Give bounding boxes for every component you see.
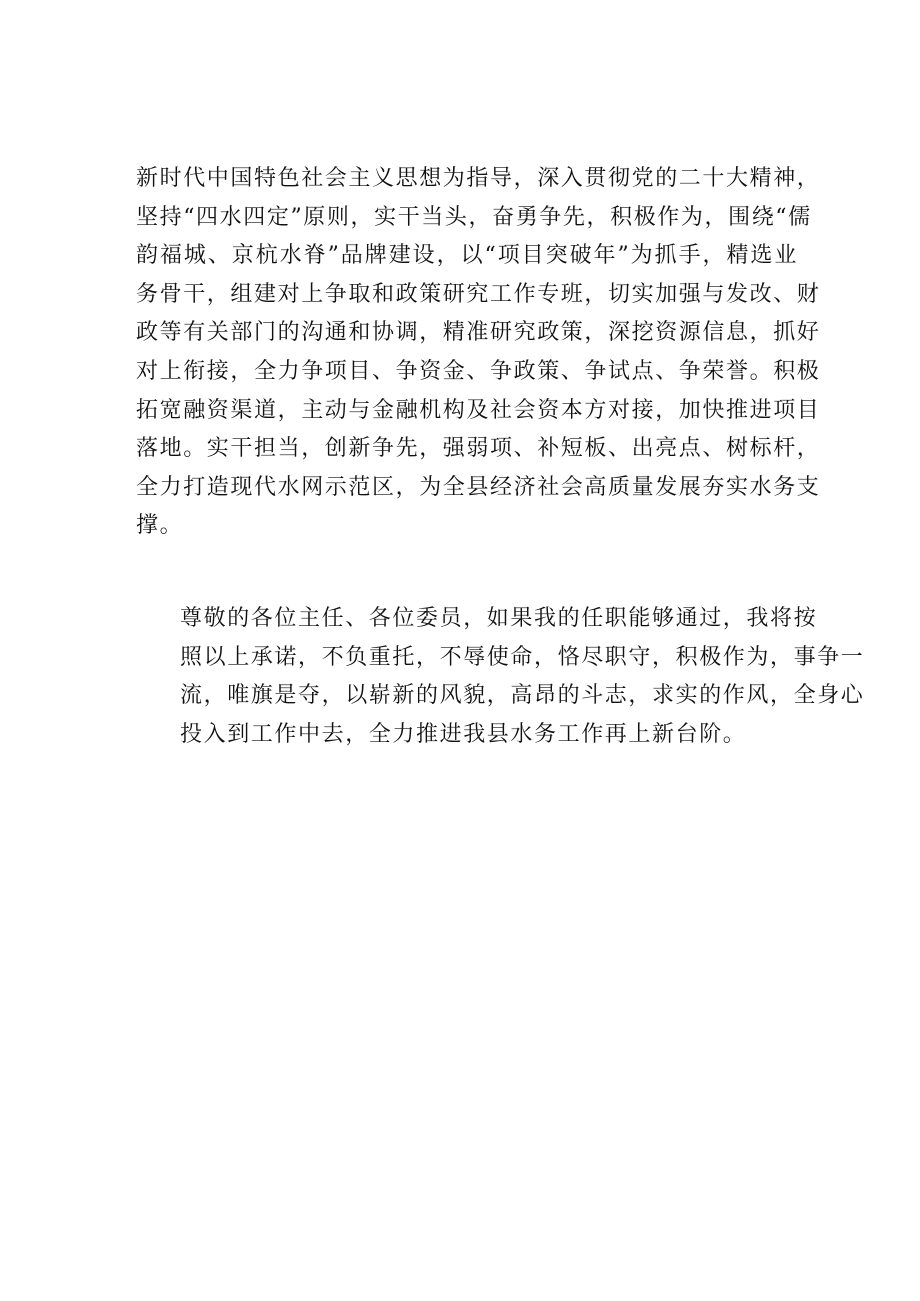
paragraph-line: 照以上承诺，不负重托，不辱使命，恪尽职守，积极作为，事争一 [180,644,865,670]
paragraph-line: 对上衔接，全力争项目、争资金、争政策、争试点、争荣誉。积极 [136,358,821,384]
paragraph-line: 全力打造现代水网示范区，为全县经济社会高质量发展夯实水务支 [136,474,821,500]
paragraph-line: 务骨干，组建对上争取和政策研究工作专班，切实加强与发改、财 [136,281,821,307]
paragraph-line: 新时代中国特色社会主义思想为指导，深入贯彻党的二十大精神， [136,166,821,191]
paragraph-line: 尊敬的各位主任、各位委员，如果我的任职能够通过，我将按 [180,606,818,631]
paragraph-line: 撑。 [136,513,184,539]
paragraph-line: 落地。实干担当，创新争先，强弱项、补短板、出亮点、树标杆， [136,436,821,462]
paragraph-commitment [136,160,821,546]
paragraph-line: 流，唯旗是夺，以崭新的风貌，高昂的斗志，求实的作风，全身心 [180,683,865,709]
paragraph-line: 政等有关部门的沟通和协调，精准研究政策，深挖资源信息，抓好 [136,320,821,346]
paragraph-line: 拓宽融资渠道，主动与金融机构及社会资本方对接，加快推进项目 [136,397,821,423]
paragraph-closing [136,600,865,754]
paragraph-line: 坚持“四水四定”原则，实干当头，奋勇争先，积极作为，围绕“儒 [136,204,812,230]
paragraph-line: 韵福城、京杭水脊”品牌建设，以“项目突破年”为抓手，精选业 [136,243,798,269]
paragraph-line: 投入到工作中去，全力推进我县水务工作再上新台阶。 [180,721,747,747]
